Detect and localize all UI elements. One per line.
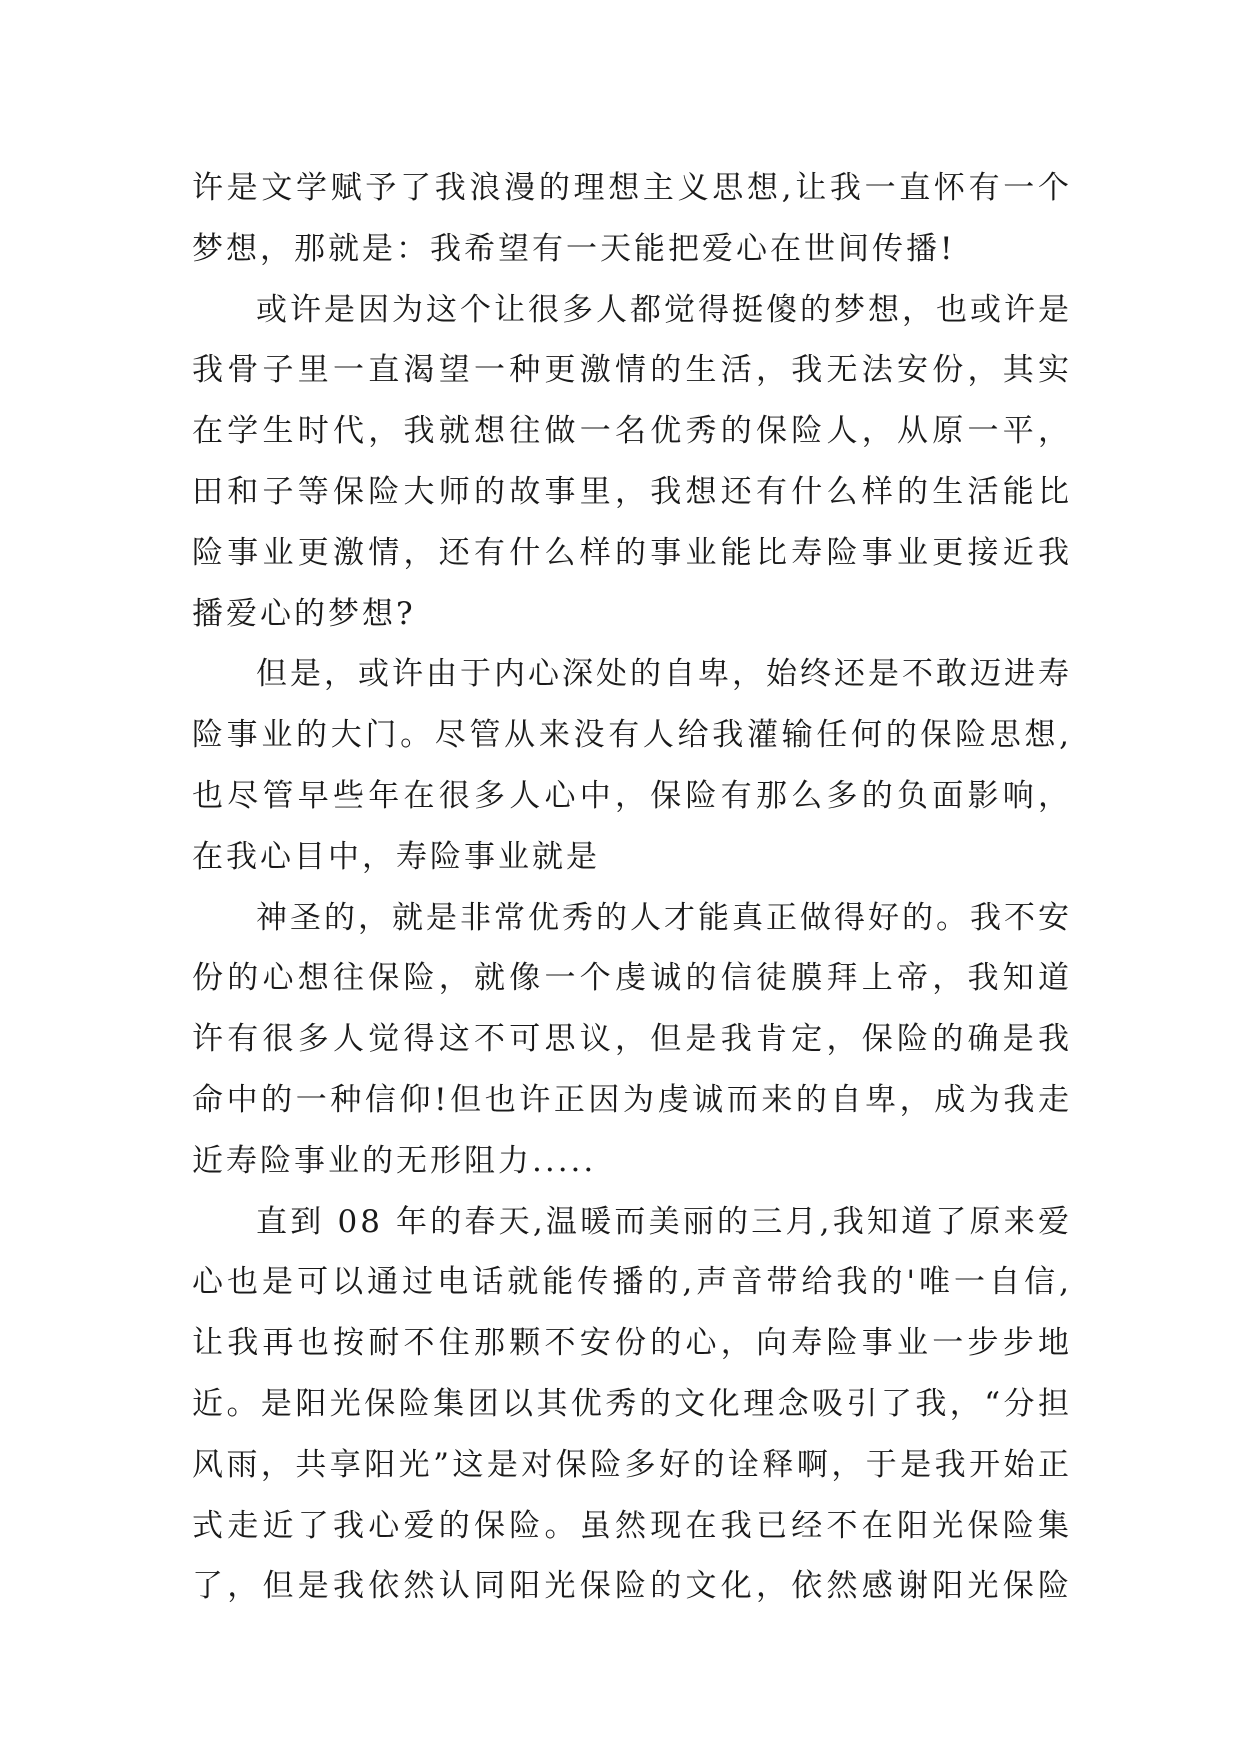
text-line: 直到 08 年的春天,温暖而美丽的三月,我知道了原来爱 xyxy=(256,1203,1072,1240)
text-line: 风雨，共享阳光”这是对保险多好的诠释啊，于是我开始正 xyxy=(192,1446,1072,1483)
text-line: 让我再也按耐不住那颗不安份的心，向寿险事业一步步地 xyxy=(192,1325,1072,1362)
text-line: 近。是阳光保险集团以其优秀的文化理念吸引了我，“分担 xyxy=(192,1385,1072,1422)
text-line: 田和子等保险大师的故事里，我想还有什么样的生活能比 xyxy=(192,473,1072,510)
text-line: 险事业的大门。尽管从来没有人给我灌输任何的保险思想, xyxy=(192,717,1072,754)
text-line: 式走近了我心爱的保险。虽然现在我已经不在阳光保险集 xyxy=(192,1507,1072,1544)
body-text xyxy=(192,158,1072,1617)
text-line: 许是文学赋予了我浪漫的理想主义思想,让我一直怀有一个 xyxy=(192,170,1072,206)
text-line: 梦想，那就是：我希望有一天能把爱心在世间传播! xyxy=(192,230,956,267)
text-line: 在学生时代，我就想往做一名优秀的保险人，从原一平， xyxy=(192,413,1072,450)
text-line: 或许是因为这个让很多人都觉得挺傻的梦想，也或许是 xyxy=(256,291,1072,328)
text-line: 心也是可以通过电话就能传播的,声音带给我的'唯一自信, xyxy=(192,1264,1072,1301)
text-line: 也尽管早些年在很多人心中，保险有那么多的负面影响， xyxy=(192,777,1072,814)
text-line: 命中的一种信仰!但也许正因为虔诚而来的自卑，成为我走 xyxy=(192,1081,1072,1118)
text-line: 许有很多人觉得这不可思议，但是我肯定，保险的确是我 xyxy=(192,1021,1072,1058)
text-line: 在我心目中，寿险事业就是 xyxy=(192,838,600,875)
text-line: 险事业更激情，还有什么样的事业能比寿险事业更接近我 xyxy=(192,534,1072,571)
text-line: 份的心想往保险，就像一个虔诚的信徒膜拜上帝，我知道 xyxy=(192,960,1072,997)
text-line: 近寿险事业的无形阻力..... xyxy=(192,1142,597,1179)
text-line: 了，但是我依然认同阳光保险的文化，依然感谢阳光保险 xyxy=(192,1568,1072,1605)
text-line: 我骨子里一直渴望一种更激情的生活，我无法安份，其实 xyxy=(192,352,1072,389)
text-line: 但是，或许由于内心深处的自卑，始终还是不敢迈进寿 xyxy=(256,656,1072,693)
text-line: 神圣的，就是非常优秀的人才能真正做得好的。我不安 xyxy=(256,899,1072,936)
text-line: 播爱心的梦想? xyxy=(192,595,416,632)
